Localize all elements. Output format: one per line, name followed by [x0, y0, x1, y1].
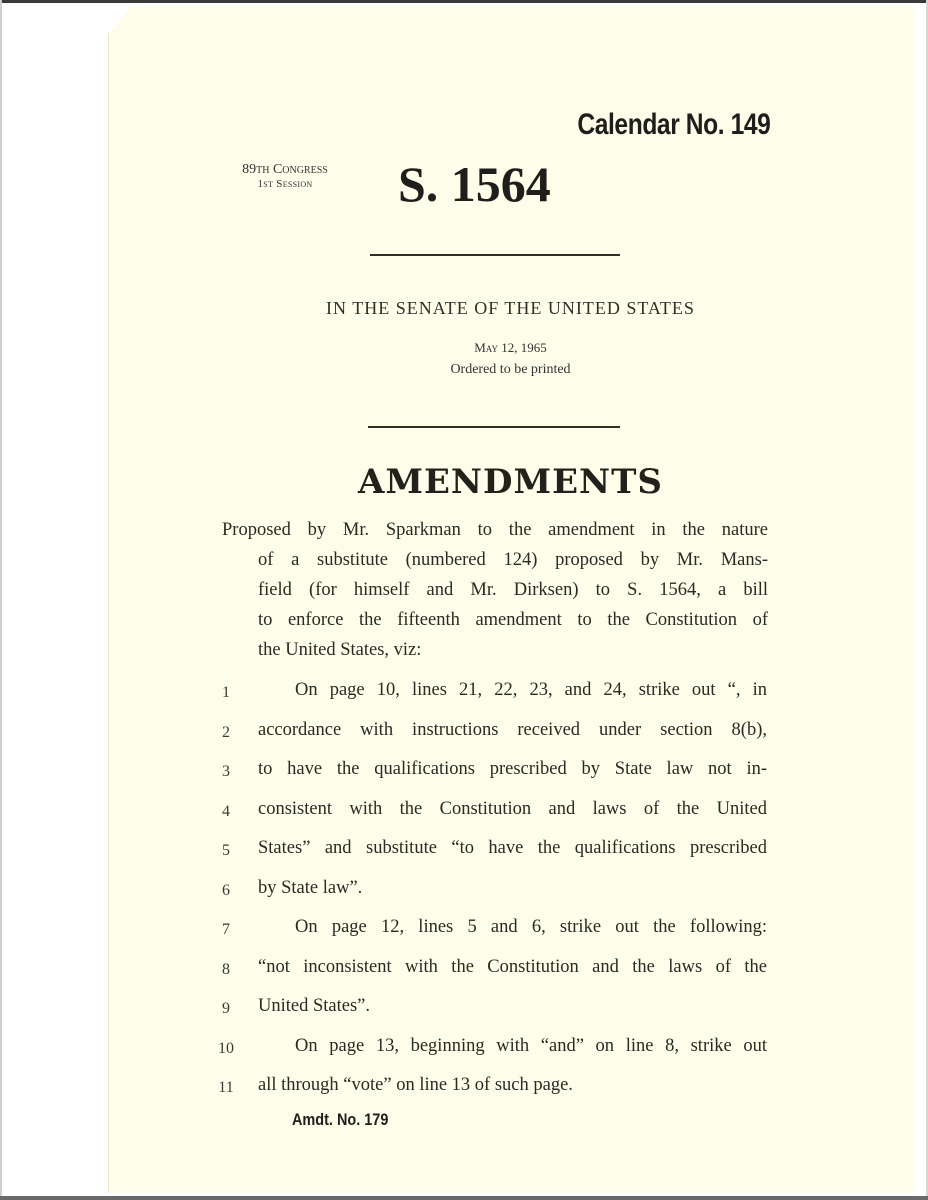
line-number: 11: [218, 1079, 234, 1096]
line-number: 2: [222, 723, 230, 741]
preamble-line: the United States, viz:: [258, 640, 422, 660]
congress-label: 89th Congress: [242, 162, 328, 177]
preamble: [222, 515, 768, 665]
line-number: 3: [222, 763, 230, 780]
line-text: by State law”.: [258, 877, 363, 898]
amendment-text: [212, 674, 772, 1109]
numbered-line: [212, 1030, 772, 1070]
line-text: States” and substitute “to have the qualifications prescribed: [258, 838, 767, 858]
numbered-line: [212, 911, 772, 951]
print-order-note: Ordered to be printed: [450, 362, 571, 377]
numbered-line: [212, 872, 772, 912]
scan-edge-left: [0, 0, 2, 1200]
line-text: On page 10, lines 21, 22, 23, and 24, strike out “, in: [295, 680, 767, 700]
line-number: 4: [222, 802, 230, 820]
preamble-line: of a substitute (numbered 124) proposed by Mr. Mans-: [258, 550, 768, 570]
congress-session-block: [210, 162, 360, 192]
line-text: consistent with the Constitution and laws of the United: [258, 798, 767, 819]
divider-rule-top: [370, 254, 620, 256]
line-number: 9: [222, 1000, 230, 1017]
line-text: all through “vote” on line 13 of such page.: [258, 1075, 573, 1095]
line-number: 6: [222, 881, 230, 899]
line-number: 10: [218, 1039, 234, 1057]
preamble-line: field (for himself and Mr. Dirksen) to S. 1564, a bill: [258, 580, 768, 600]
line-number: 1: [222, 684, 230, 701]
numbered-line: [212, 832, 772, 872]
numbered-line: [212, 793, 772, 833]
line-text: “not inconsistent with the Constitution and the laws of the: [258, 956, 767, 977]
scan-edge-bottom: [0, 1196, 928, 1200]
line-number: 5: [222, 842, 230, 859]
numbered-line: [212, 753, 772, 793]
line-text: accordance with instructions received under section 8(b),: [258, 719, 767, 740]
numbered-line: [212, 1069, 772, 1109]
line-text: United States”.: [258, 996, 371, 1016]
line-text: to have the qualifications prescribed by State law not in-: [258, 759, 767, 779]
numbered-line: [212, 674, 772, 714]
line-number: 7: [222, 921, 230, 938]
page-title: AMENDMENTS: [358, 462, 663, 502]
bill-number: S. 1564: [398, 156, 551, 212]
numbered-line: [212, 990, 772, 1030]
scan-edge-top: [0, 0, 928, 3]
line-text: On page 12, lines 5 and 6, strike out the following:: [295, 917, 767, 937]
divider-rule-bottom: [368, 426, 620, 428]
line-number: 8: [222, 960, 230, 978]
preamble-line: Proposed by Mr. Sparkman to the amendment in the nature: [222, 520, 768, 540]
session-label: 1st Session: [257, 178, 313, 190]
amendment-number: Amdt. No. 179: [292, 1110, 389, 1129]
line-text: On page 13, beginning with “and” on line 8, strike out: [295, 1035, 767, 1056]
chamber-title: IN THE SENATE OF THE UNITED STATES: [326, 298, 695, 318]
numbered-line: [212, 714, 772, 754]
document-date: May 12, 1965: [474, 340, 547, 355]
calendar-number: Calendar No. 149: [576, 108, 770, 141]
numbered-line: [212, 951, 772, 991]
preamble-line: to enforce the fifteenth amendment to the Constitution of: [258, 610, 768, 630]
